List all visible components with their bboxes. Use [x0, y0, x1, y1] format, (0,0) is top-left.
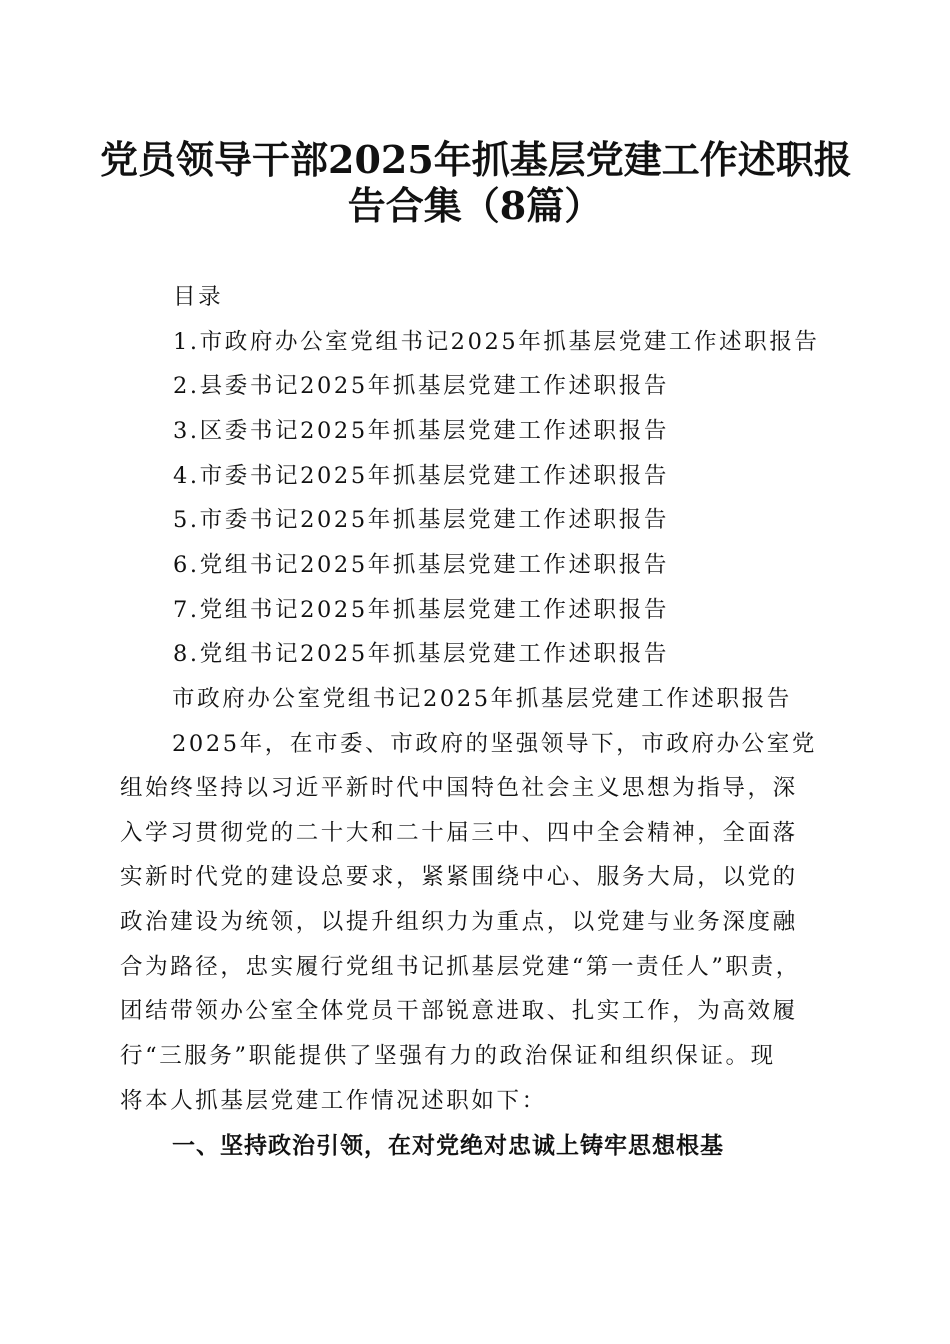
toc-item: 7.党组书记2025年抓基层党建工作述职报告 [173, 597, 669, 623]
article-title: 市政府办公室党组书记2025年抓基层党建工作述职报告 [172, 686, 792, 712]
toc-item: 5.市委书记2025年抓基层党建工作述职报告 [173, 507, 669, 533]
toc-item: 6.党组书记2025年抓基层党建工作述职报告 [173, 552, 669, 578]
body-paragraph-line: 政治建设为统领，以提升组织力为重点，以党建与业务深度融 [120, 909, 798, 935]
toc-item: 1.市政府办公室党组书记2025年抓基层党建工作述职报告 [173, 329, 820, 355]
body-paragraph-line: 实新时代党的建设总要求，紧紧围绕中心、服务大局，以党的 [120, 864, 798, 890]
toc-item: 2.县委书记2025年抓基层党建工作述职报告 [173, 373, 669, 399]
section-heading: 一、坚持政治引领，在对党绝对忠诚上铸牢思想根基 [172, 1133, 724, 1159]
document-title-line-1: 党员领导干部2025年抓基层党建工作述职报 [100, 137, 852, 182]
toc-item: 3.区委书记2025年抓基层党建工作述职报告 [173, 418, 669, 444]
body-paragraph-line: 团结带领办公室全体党员干部锐意进取、扎实工作，为高效履 [120, 998, 798, 1024]
toc-heading: 目录 [173, 284, 224, 310]
document-title-line-2: 告合集（8篇） [347, 183, 603, 228]
toc-item: 8.党组书记2025年抓基层党建工作述职报告 [173, 641, 669, 667]
toc-item: 4.市委书记2025年抓基层党建工作述职报告 [173, 463, 669, 489]
body-paragraph-line: 组始终坚持以习近平新时代中国特色社会主义思想为指导，深 [120, 775, 798, 801]
body-paragraph-line: 行“三服务”职能提供了坚强有力的政治保证和组织保证。现 [120, 1043, 776, 1069]
body-paragraph-line: 入学习贯彻党的二十大和二十届三中、四中全会精神，全面落 [120, 820, 798, 846]
body-paragraph-line: 将本人抓基层党建工作情况述职如下： [120, 1088, 547, 1114]
body-paragraph-line: 2025年，在市委、市政府的坚强领导下，市政府办公室党 [172, 731, 817, 757]
body-paragraph-line: 合为路径，忠实履行党组书记抓基层党建“第一责任人”职责， [120, 954, 801, 980]
